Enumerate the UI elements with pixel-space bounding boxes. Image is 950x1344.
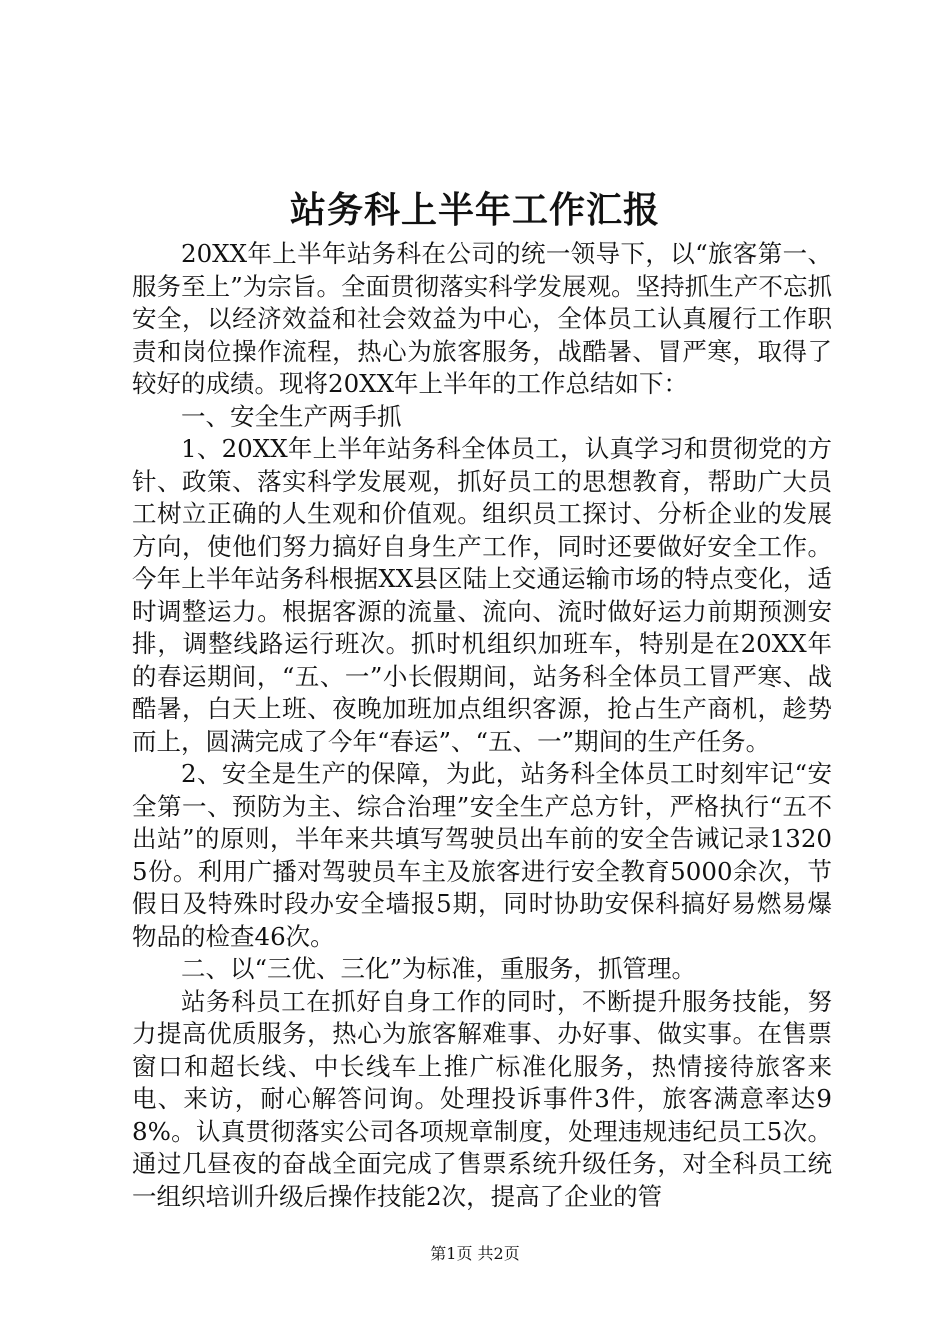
page-footer: 第1页 共2页: [430, 1244, 520, 1263]
paragraph-item-1: 1、20XX年上半年站务科全体员工，认真学习和贯彻党的方针、政策、落实科学发展观，抓好员工的思想教育，帮助广大员工树立正确的人生观和价值观。组织员工探讨、分析企业的发展方向，使他们努力搞好自身生产工作，同时还要做好安全工作。今年上半年站务科根据XX县区陆上交通运输市场的特点变化，适时调整运力。根据客源的流量、流向、流时做好运力前期预测安排，调整线路运行班次。抓时机组织加班车，特别是在20XX年的春运期间，“五、一”小长假期间，站务科全体员工冒严寒、战酷暑，白天上班、夜晚加班加点组织客源，抢占生产商机，趁势而上，圆满完成了今年“春运”、“五、一”期间的生产任务。: [132, 434, 832, 756]
section-heading-safety: 一、安全生产两手抓: [181, 401, 402, 431]
paragraph-item-2: 2、安全是生产的保障，为此，站务科全体员工时刻牢记“安全第一、预防为主、综合治理”安全生产总方针，严格执行“五不出站”的原则，半年来共填写驾驶员出车前的安全告诫记录13205份。利用广播对驾驶员车主及旅客进行安全教育5000余次，节假日及特殊时段办安全墙报5期，同时协助安保科搞好易燃易爆物品的检查46次。: [132, 759, 832, 951]
document-title: 站务科上半年工作汇报: [289, 189, 660, 231]
paragraph-service: 站务科员工在抓好自身工作的同时，不断提升服务技能，努力提高优质服务，热心为旅客解难事、办好事、做实事。在售票窗口和超长线、中长线车上推广标准化服务，热情接待旅客来电、来访，耐心解答问询。处理投诉事件3件，旅客满意率达98%。认真贯彻落实公司各项规章制度，处理违规违纪员工5次。通过几昼夜的奋战全面完成了售票系统升级任务，对全科员工统一组织培训升级后操作技能2次，提高了企业的管: [132, 986, 832, 1211]
document-body: [132, 238, 832, 1213]
paragraph-intro: 20XX年上半年站务科在公司的统一领导下，以“旅客第一、服务至上”为宗旨。全面贯彻落实科学发展观。坚持抓生产不忘抓安全，以经济效益和社会效益为中心，全体员工认真履行工作职责和岗位操作流程，热心为旅客服务，战酷暑、冒严寒，取得了较好的成绩。现将20XX年上半年的工作总结如下：: [132, 239, 832, 398]
section-heading-service: 二、以“三优、三化”为标准，重服务，抓管理。: [181, 954, 697, 983]
